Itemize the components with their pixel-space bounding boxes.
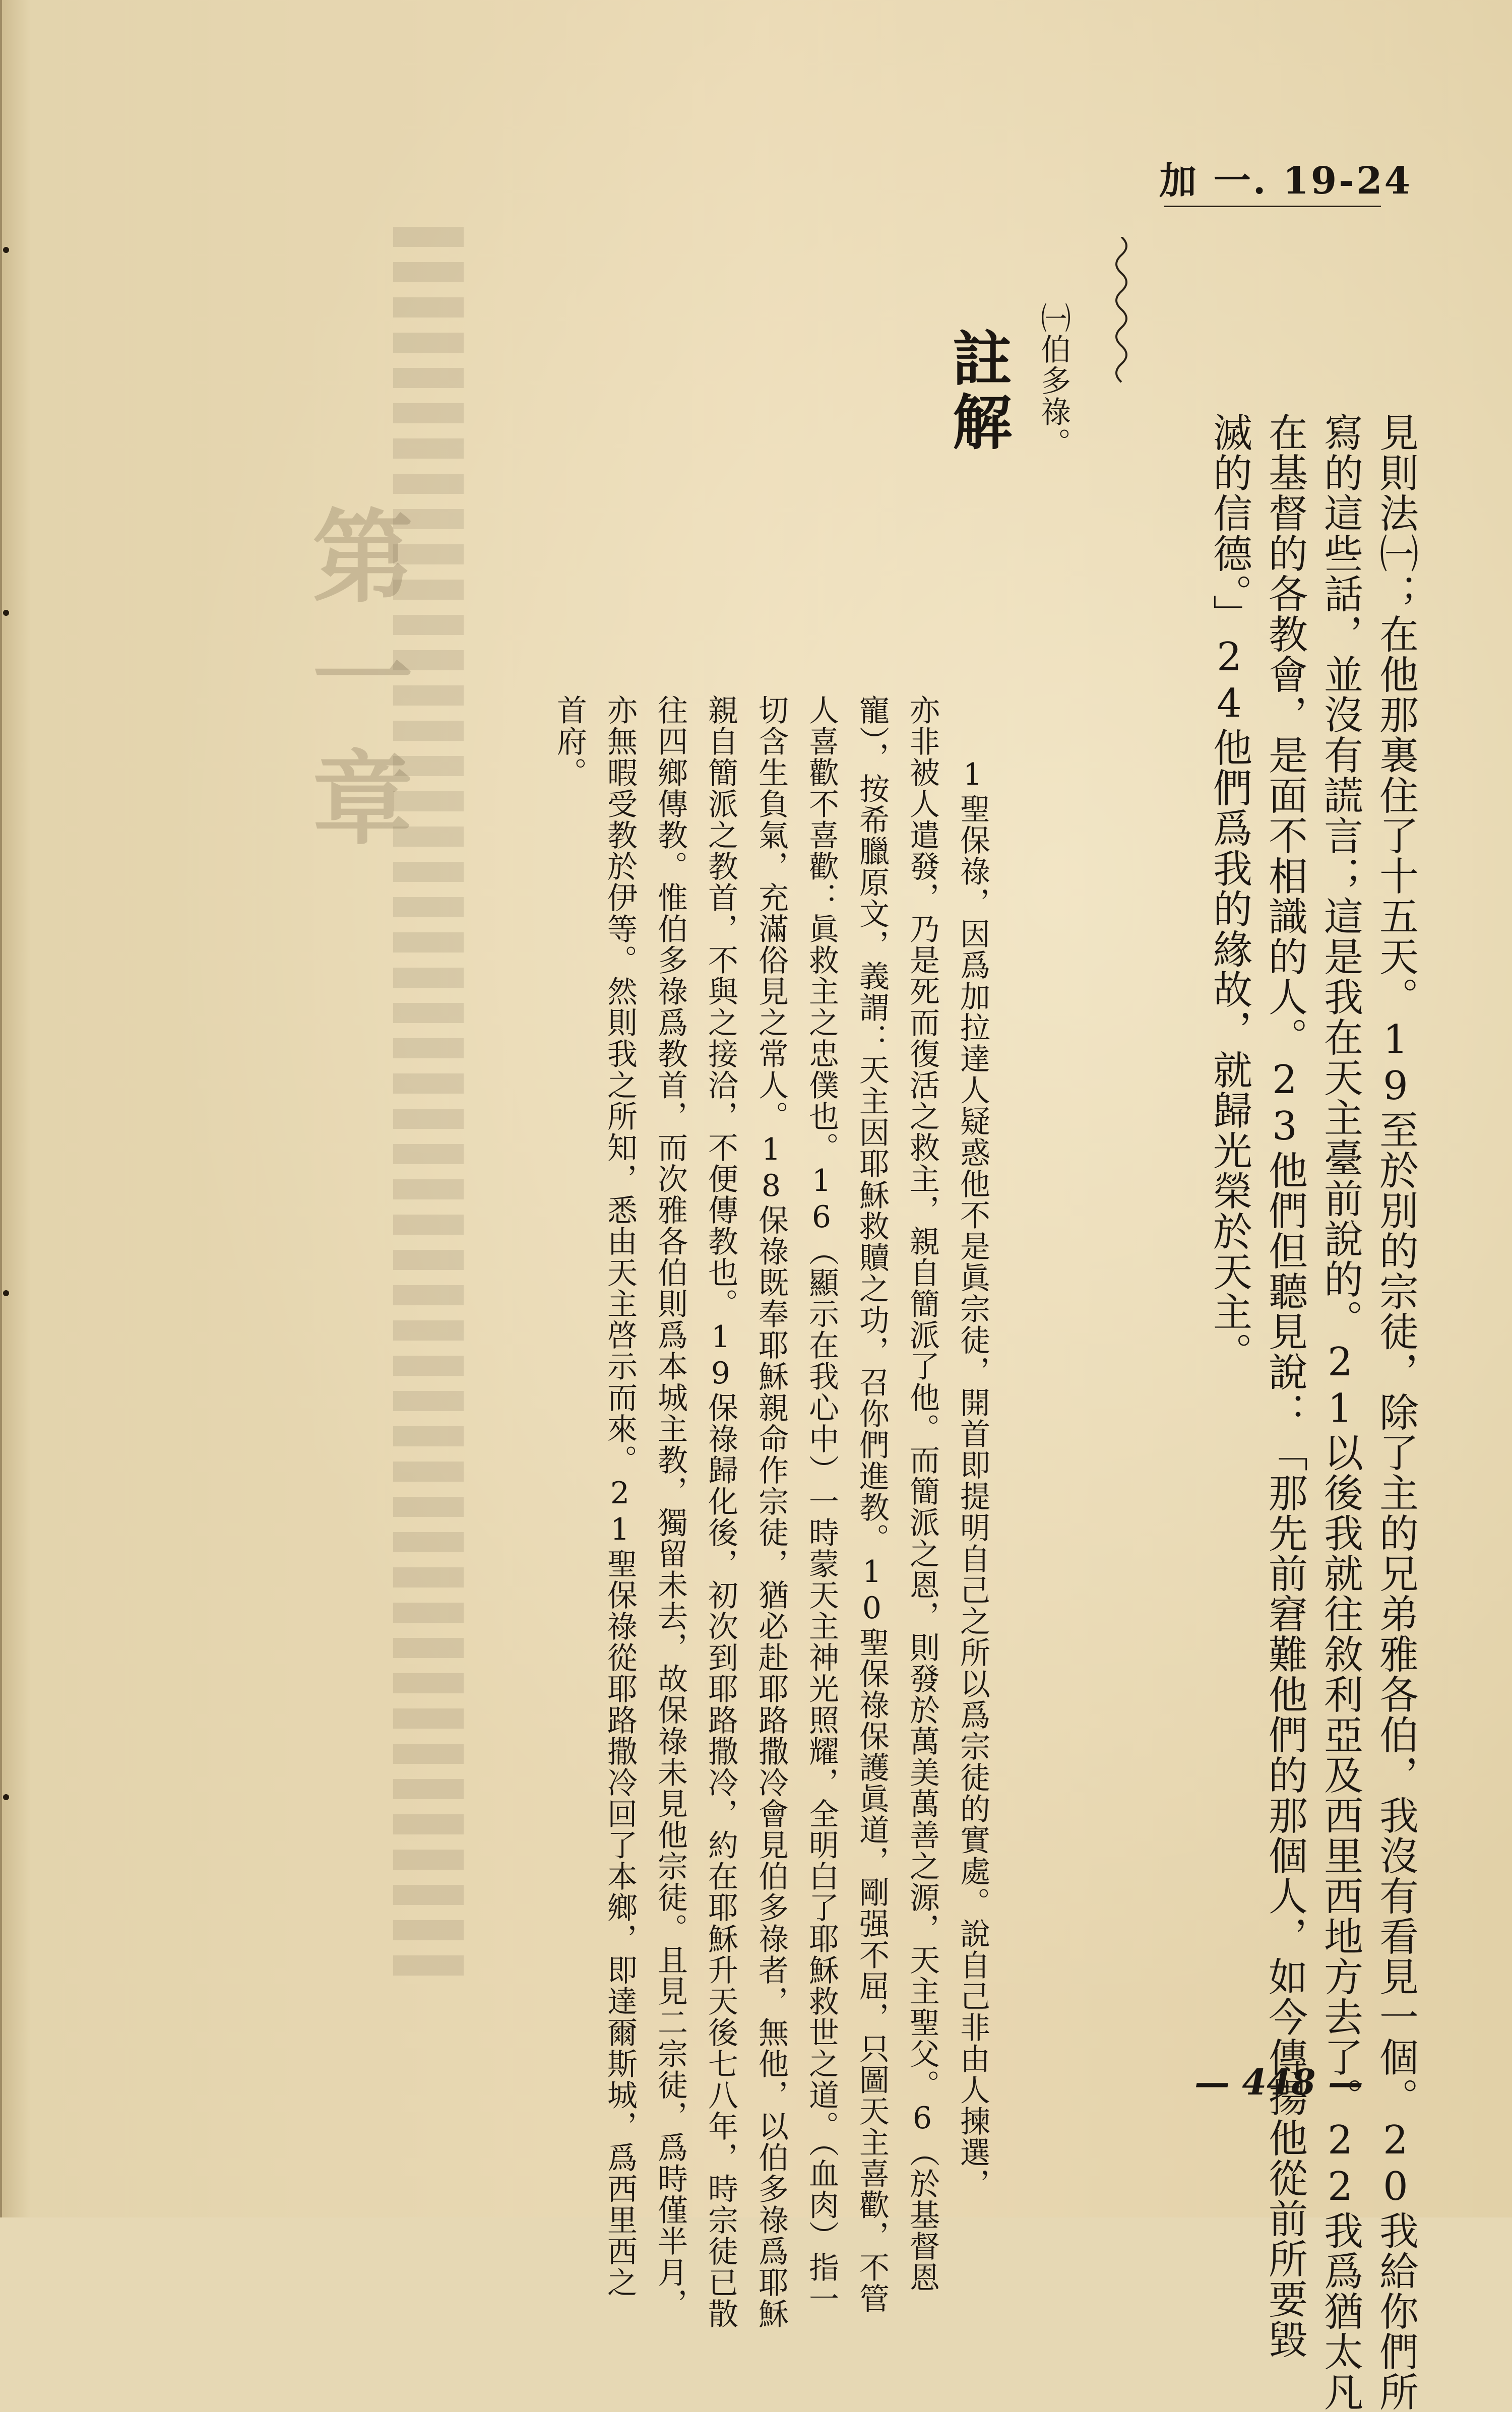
page-spine xyxy=(0,0,2,2217)
spine-binding-mark xyxy=(3,1290,9,1296)
spine-binding-mark xyxy=(3,610,9,616)
commentary-line: 亦無暇受教於伊等。然則我之所知，悉由天主啓示而來。21聖保祿從耶路撒冷回了本鄉，即達爾斯城，爲西里西之 xyxy=(602,694,638,2298)
commentary-line: 人喜歡不喜歡：眞救主之忠僕也。16（顯示在我心中）一時蒙天主神光照耀，全明白了耶穌救世之道。（血肉）指一 xyxy=(804,694,839,2314)
page-number: — 448 — xyxy=(1194,2061,1363,2103)
commentary-line: 亦非被人遣發，乃是死而復活之救主，親自簡派了他。而簡派之恩，則發於萬美萬善之源，天主聖父。6（於基督恩 xyxy=(905,694,940,2293)
scripture-line: 在基督的各教會，是面不相識的人。23他們但聽見說：「那先前窘難他們的那個人，如今傳揚他從前所要毀 xyxy=(1262,412,1307,2360)
commentary-line: 親自簡派之教首，不與之接洽，不便傳教也。19保祿歸化後，初次到耶路撒冷，約在耶穌升天後七八年，時宗徒已散 xyxy=(703,694,738,2329)
spine-binding-mark xyxy=(3,1794,9,1800)
commentary-line: 1聖保祿，因爲加拉達人疑惑他不是眞宗徒，開首即提明自己之所以爲宗徒的實處。說自己非由人揀選， xyxy=(955,694,990,2199)
footnote-label: ㈠伯多祿。 xyxy=(1036,302,1071,459)
commentary-line: 首府。 xyxy=(552,694,587,788)
header-rule xyxy=(1164,206,1381,207)
bleed-through-chapter-heading: 第一章 xyxy=(295,504,414,867)
scripture-line: 寫的這些話，並沒有謊言；這是我在天主臺前說的。21以後我就往敘利亞及西里西地方去了。22我爲猶太凡 xyxy=(1317,412,1363,2412)
commentary-line: 寵），按希臘原文，義謂：天主因耶穌救贖之功，召你們進教。10聖保祿保護眞道，剛强不屈，只圖天主喜歡，不管 xyxy=(854,694,890,2314)
page-header-reference: 加 一. 19-24 xyxy=(1159,159,1412,203)
commentary-text xyxy=(504,549,1018,2329)
scripture-line: 滅的信德。」24他們爲我的緣故，就歸光榮於天主。 xyxy=(1207,412,1252,1372)
spine-binding-mark xyxy=(3,247,9,253)
commentary-line: 切含生負氣，充滿俗見之常人。18保祿既奉耶穌親命作宗徒，猶必赴耶路撒冷會見伯多祿者，無他，以伯多祿爲耶穌 xyxy=(753,694,789,2329)
bleed-through-shadow xyxy=(393,227,464,1991)
section-divider-squiggle xyxy=(1106,237,1137,388)
commentary-title: 註解 xyxy=(942,328,1013,455)
commentary-line: 往四鄉傳教。惟伯多祿爲教首，而次雅各伯則爲本城主教，獨留未去，故保祿未見他宗徒。且見二宗徒，爲時僅半月， xyxy=(653,694,688,2319)
scripture-line: 見則法㈠；在他那裏住了十五天。19至於別的宗徒，除了主的兄弟雅各伯，我沒有看見一個。20我給你們所 xyxy=(1373,412,1418,2412)
